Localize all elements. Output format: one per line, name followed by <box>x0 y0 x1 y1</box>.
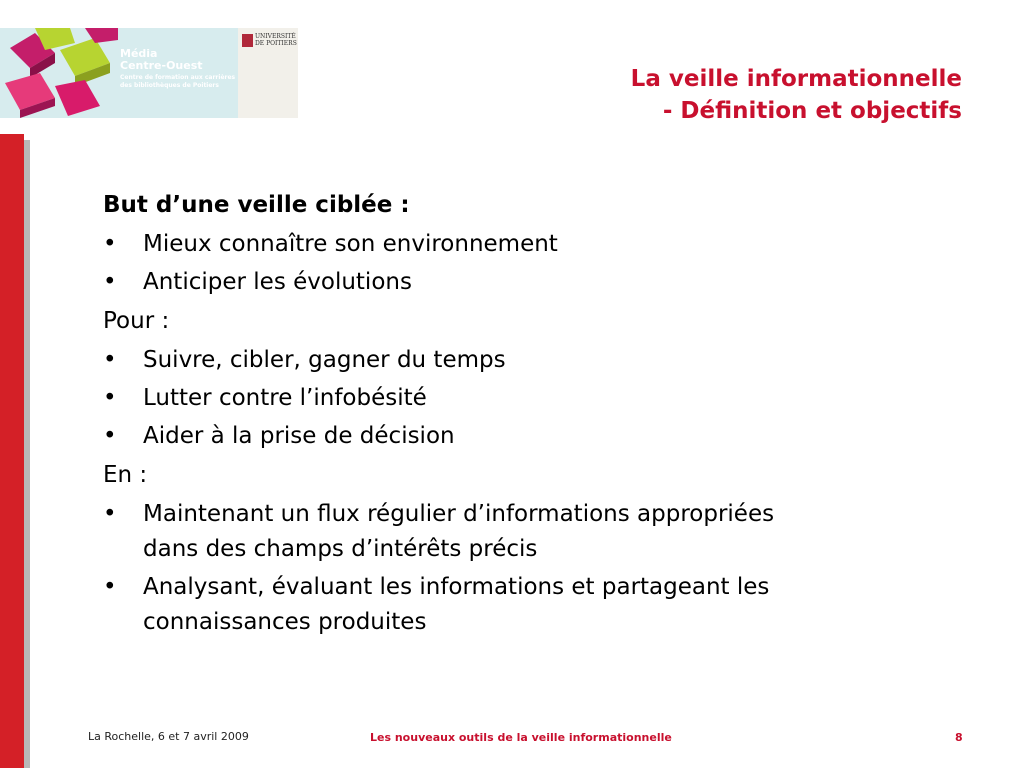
university-crest-icon <box>242 34 253 47</box>
slide-title-line2: - Définition et objectifs <box>662 98 962 124</box>
bullet-icon: • <box>103 574 117 600</box>
list-item: • Mieux connaître son environnement <box>103 227 973 262</box>
media-centre-ouest-logo <box>0 28 298 118</box>
list-item: • Analysant, évaluant les informations et partageant les connaissances produites <box>103 570 973 640</box>
slide-title-line1: La veille informationnelle <box>630 66 962 92</box>
logo-title: Média Centre-Ouest <box>120 47 203 72</box>
list-item: • Lutter contre l’infobésité <box>103 381 973 416</box>
footer-location-date: La Rochelle, 6 et 7 avril 2009 <box>88 730 249 743</box>
label-pour: Pour : <box>103 308 170 334</box>
bullet-icon: • <box>103 347 117 373</box>
bullet-icon: • <box>103 385 117 411</box>
list-item: • Suivre, cibler, gagner du temps <box>103 343 973 378</box>
footer-presentation-title: Les nouveaux outils de la veille informationnelle <box>370 731 672 744</box>
cubes-graphic-icon <box>0 28 120 118</box>
university-name: UNIVERSITÉ DE POITIERS <box>255 33 297 47</box>
bullet-icon: • <box>103 423 117 449</box>
slide-title <box>631 63 962 127</box>
list-item: • Aider à la prise de décision <box>103 419 973 454</box>
bullet-icon: • <box>103 501 117 527</box>
page-number: 8 <box>955 731 963 744</box>
logo-subtitle: Centre de formation aux carrières des bibliothèques de Poitiers <box>120 74 236 89</box>
section-heading: But d’une veille ciblée : <box>103 192 410 218</box>
university-logo <box>238 28 298 118</box>
list-item: • Maintenant un flux régulier d’informations appropriées dans des champs d’intérêts précis <box>103 497 973 567</box>
label-en: En : <box>103 462 148 488</box>
bullet-icon: • <box>103 269 117 295</box>
side-red-bar <box>0 134 24 768</box>
list-item: • Anticiper les évolutions <box>103 265 973 300</box>
bullet-icon: • <box>103 231 117 257</box>
slide-body <box>103 184 973 643</box>
